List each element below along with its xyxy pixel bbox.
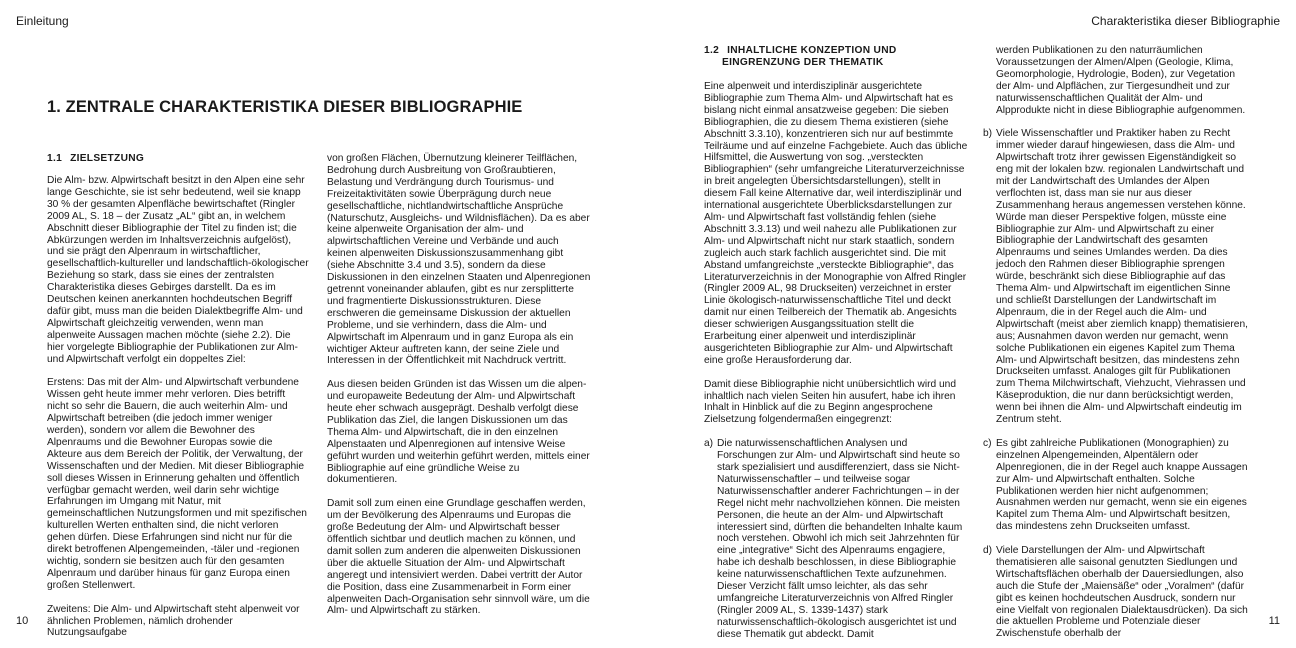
chapter-title: 1. ZENTRALE CHARAKTERISTIKA DIESER BIBLIOGRAPHIE — [47, 98, 523, 116]
paragraph: Erstens: Das mit der Alm- und Alpwirtschaft verbundene Wissen geht heute immer mehr verloren. Dies betrifft nicht so sehr die Bauern, die auch weiterhin Alm- und Alpwirtschaft betreiben (die jedoch immer weniger werden), sondern vor allem die Bewohner des Alpenraums und die Bewohner Europas sowie die Akteure aus dem Bereich der Politik, der Verwaltung, der Wissenschaften und der Medien. Mit dieser Bibliographie soll dieses Wissen in Erinnerung gehalten und öffentlich verfügbar gemacht werden, weil darin sehr wichtige Erfahrungen im Umgang mit Natur, mit gemeinschaftlichen Nutzungsformen und mit spezifischen kulturellen Werten enthalten sind, die nicht verloren gehen dürfen. Diese Erfahrungen sind nicht nur für die direkt betroffenen Alpengemeinden, -täler und -regionen wichtig, sondern sie besitzen auch für den gesamten Alpenraum und darüber hinaus für ganz Europa einen großen Stellenwert. — [47, 377, 307, 591]
section-number: 1.2 — [704, 45, 720, 56]
list-item-c — [983, 438, 1249, 533]
section-title: ZIELSETZUNG — [70, 153, 145, 164]
page-number-left: 10 — [16, 615, 29, 627]
paragraph: Die Alm- bzw. Alpwirtschaft besitzt in den Alpen eine sehr lange Geschichte, sie ist sehr bedeutend, weil sie knapp 30 % der gesamten Alpenfläche bewirtschaftet (Ringler 2009 AL, S. 18 – der Zusatz „AL“ gibt an, in welchem Abschnitt dieser Bibliographie der Titel zu finden ist; die Abkürzungen werden im Inhaltsverzeichnis aufgelöst), und sie prägt den Alpenraum in wirtschaftlicher, gesellschaftlich-kultureller und landschaftlich-ökologischer Beziehung so stark, dass sie eines der zentralsten Charakteristika dieses Gebirges darstellt. Da es im Deutschen keinen anerkannten hochdeutschen Begriff dafür gibt, muss man die beiden Dialektbegriffe Alm- und Alpwirtschaft gleichzeitig verwenden, wenn man alpenweite Aussagen machen möchte (siehe 2.2). Die hier vorgelegte Bibliographie der Publikationen zur Alm- und Alpwirtschaft verfolgt ein doppeltes Ziel: — [47, 175, 309, 365]
paragraph: von großen Flächen, Übernutzung kleinerer Teilflächen, Bedrohung durch Ausbreitung von Großraubtieren, Belastung und Verdrängung durch Tourismus- und Freizeitaktivitäten sowie Überprägung durch neue gesellschaftliche, nichtlandwirtschaftliche Ansprüche (Naturschutz, Ausgleichs- und Wildnisflächen). Da es aber keine alpenweite Organisation der alm- und alpwirtschaftlichen Vereine und Verbände und auch keinen alpenweiten Diskussionszusammenhang gibt (siehe Abschnitte 3.4 und 3.5), sondern da diese Diskussionen in den einzelnen Staaten und Alpenregionen getrennt voneinander ablaufen, gibt es nur zersplitterte und fragmentierte Diskussionsstrukturen. Diese erschweren die gemeinsame Diskussion der aktuellen Probleme, und sie verhindern, dass die Alm- und Alpwirtschaft im Alpenraum und in ganz Europa als ein wichtiger Akteur auftreten kann, der seine Ziele und Interessen in der Öffentlichkeit mit Nachdruck vertritt. — [327, 153, 591, 367]
paragraph: Damit soll zum einen eine Grundlage geschaffen werden, um der Bevölkerung des Alpenraums und Europas die große Bedeutung der Alm- und Alpwirtschaft besser öffentlich sichtbar und deutlich machen zu können, und damit sollen zum anderen die alpenweiten Diskussionen über die aktuelle Situation der Alm- und Alpwirtschaft angeregt und intensiviert werden. Dabei vertritt der Autor die Position, dass eine Zusammenarbeit in Form einer alpenweiten Dach-Organisation sehr sinnvoll wäre, um die Alm- und Alpwirtschaft zu stärken. — [327, 498, 590, 617]
section-title-line1: INHALTLICHE KONZEPTION UND — [727, 45, 897, 56]
right-column-1 — [704, 81, 969, 640]
list-marker: a) — [704, 438, 714, 450]
paragraph-continuation: werden Publikationen zu den naturräumlichen Voraussetzungen der Almen/Alpen (Geologie, Klima, Geomorphologie, Hydrologie, Boden), zur Vegetation der Alm- und Alpflächen, zur Tiergesundheit und zur naturwissenschaftlichen Qualität der Alm- und Alpprodukte nicht in diese Bibliographie aufgenommen. — [996, 45, 1246, 116]
left-column-2 — [327, 153, 591, 617]
running-head-right: Charakteristika dieser Bibliographie — [1091, 14, 1280, 28]
left-column-1 — [47, 175, 309, 639]
list-marker: c) — [983, 437, 992, 449]
list-marker: b) — [983, 128, 993, 140]
section-heading-1-1 — [47, 153, 144, 165]
list-item-d — [983, 545, 1249, 640]
list-marker: d) — [983, 545, 993, 557]
page-number-right: 11 — [1268, 615, 1280, 627]
right-column-2 — [983, 45, 1249, 640]
section-heading-1-2 — [704, 45, 897, 68]
list-item-text: Die naturwissenschaftlichen Analysen und Forschungen zur Alm- und Alpwirtschaft sind heute so stark spezialisiert und ausdifferenziert, dass sie Nicht-Naturwissenschaftler – und teilweise sogar Naturwissenschaftler anderer Fachrichtungen – in der Regel nicht mehr nachvollziehen können. Die meisten Personen, die heute an der Alm- und Alpwirtschaft interessiert sind, dürften die behandelten Inhalte kaum noch verstehen. Obwohl ich mich seit Jahrzehnten für eine „integrative“ Sicht des Alpenraums engagiere, habe ich deshalb beschlossen, in diese Bibliographie keine naturwissenschaftlichen Texte aufzunehmen. Dieser Verzicht fällt umso leichter, als das sehr umfangreiche Literaturverzeichnis von Alfred Ringler (Ringler 2009 AL, S. 1339-1437) stark naturwissenschaftlich-ökologisch ausgerichtet ist und diese Thematik gut abdeckt. Damit — [717, 438, 963, 640]
paragraph: Damit diese Bibliographie nicht unübersichtlich wird und inhaltlich nach vielen Seiten hin ausufert, habe ich ihren Inhalt in Hinblick auf die zu Beginn angesprochene Zielsetzung folgendermaßen eingegrenzt: — [704, 378, 956, 426]
section-number: 1.1 — [47, 153, 63, 164]
list-item-a — [704, 438, 969, 640]
paragraph: Aus diesen beiden Gründen ist das Wissen um die alpen- und europaweite Bedeutung der Alm- und Alpwirtschaft heute eher schwach ausgeprägt. Deshalb verfolgt diese Publikation das Ziel, die langen Diskussionen um das Thema Alm- und Alpwirtschaft, die in den einzelnen Alpenstaaten und Alpenregionen auf intensive Weise geführt wurden und weiterhin geführt werden, mittels einer Bibliographie auf eine gründliche Weise zu dokumentieren. — [327, 379, 590, 486]
list-item-text: Viele Darstellungen der Alm- und Alpwirtschaft thematisieren alle saisonal genutzten Siedlungen und Wirtschaftsflächen oberhalb der Dauersiedlungen, also auch die Stufe der „Maiensäße“ oder „Voralmen“ (dafür gibt es keinen hochdeutschen Ausdruck, sondern nur eine Vielfalt von regionalen Dialektausdrücken). Da sich die aktuellen Probleme und Potenziale dieser Zwischenstufe oberhalb der — [996, 545, 1248, 640]
list-item-b — [983, 128, 1249, 426]
section-title-line2: EINGRENZUNG DER THEMATIK — [722, 56, 884, 68]
running-head-left: Einleitung — [16, 14, 69, 28]
list-item-text: Es gibt zahlreiche Publikationen (Monographien) zu einzelnen Alpengemeinden, Alpentälern oder Alpenregionen, die in der Regel auch knappe Aussagen zur Alm- und Alpwirtschaft enthalten. Solche Publikationen werden hier nicht aufgenommen; Ausnahmen werden nur gemacht, wenn sie ein eigenes Kapitel zum Thema Alm- und Alpwirtschaft besitzen, das mindestens zehn Druckseiten umfasst. — [996, 437, 1248, 533]
right-page — [648, 0, 1296, 648]
list-item-text: Viele Wissenschaftler und Praktiker haben zu Recht immer wieder darauf hingewiesen, dass die Alm- und Alpwirtschaft trotz ihrer gewissen Eigenständigkeit so eng mit der lokalen bzw. regionalen Landwirtschaft und mit der Landwirtschaft des Umlandes der Alpen verflochten ist, dass man sie nur aus dieser Zusammenhang heraus angemessen verstehen könne. Würde man dieser Perspektive folgen, müsste eine Bibliographie zur Alm- und Alpwirtschaft zu einer Bibliographie der Landwirtschaft des gesamten Alpenraums und seines Umlandes werden. Da dies jedoch den Rahmen dieser Bibliographie sprengen würde, beschränkt sich diese Bibliographie auf das Thema Alm- und Alpwirtschaft im eigentlichen Sinne und schließt Darstellungen der Landwirtschaft im Alpenraum, die in der Regel auch die Alm- und Alpwirtschaft (meist aber ziemlich knapp) thematisieren, aus; Ausnahmen davon werden nur gemacht, wenn solche Publikationen ein eigenes Kapitel zum Thema Alm- und Alpwirtschaft besitzen, das mindestens zehn Druckseiten umfasst. Analoges gilt für Publikationen zum Thema Milchwirtschaft, Viehzucht, Viehrassen und Käseproduktion, die nur dann berücksichtigt werden, wenn bei ihnen die Alm- und Alpwirtschaft eindeutig im Zentrum steht. — [996, 128, 1248, 426]
paragraph: Zweitens: Die Alm- und Alpwirtschaft steht alpenweit vor ähnlichen Problemen, nämlich drohender Nutzungsaufgabe — [47, 603, 300, 639]
paragraph: Eine alpenweit und interdisziplinär ausgerichtete Bibliographie zum Thema Alm- und Alpwirtschaft hat es bislang nicht einmal ansatzweise gegeben: Die sieben Bibliographien, die zu diesem Thema existieren (siehe Abschnitt 3.3.10), konzentrieren sich nur auf bestimmte Teilräume und auf einzelne Fachgebiete. Auch das übliche Hilfsmittel, die Auswertung von sog. „versteckten Bibliographien“ (sehr umfangreiche Literaturverzeichnisse in breit angelegten Übersichtsdarstellungen), stellt in diesem Fall keine Alternative dar, weil interdisziplinär und international ausgerichtete Überblicksdarstellungen zur Alm- und Alpwirtschaft fast vollständig fehlen (siehe Abschnitt 3.3.13) und weil nahezu alle Publikationen zur Alm- und Alpwirtschaft nicht nur stark staatlich, sondern zugleich auch stark fachlich ausgerichtet sind. Die mit Abstand umfangreichste „versteckte Bibliographie“, das Literaturverzeichnis in der Monographie von Alfred Ringler (Ringler 2009 AL, 98 Druckseiten) verzeichnet in erster Linie ökologisch-naturwissenschaftliche Titel und deckt damit nur einen Teilbereich der Thematik ab. Angesichts dieser schwierigen Ausgangssituation stellt die Erarbeitung einer alpenweit und interdisziplinär ausgerichteten Bibliographie zur Alm- und Alpwirtschaft eine große Herausforderung dar. — [704, 81, 968, 366]
